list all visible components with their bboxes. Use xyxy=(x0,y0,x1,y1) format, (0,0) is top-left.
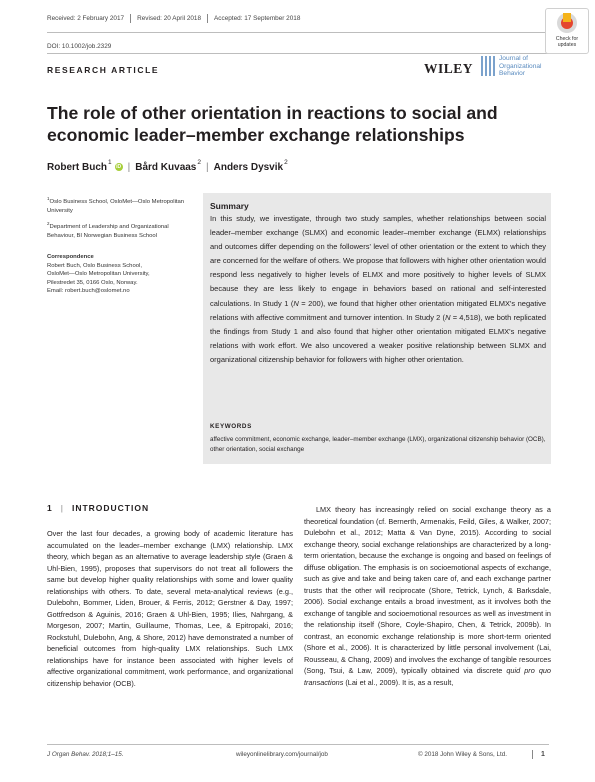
journal-logo-icon xyxy=(474,52,502,80)
email-link[interactable]: Email: robert.buch@oslomet.no xyxy=(47,288,130,295)
crossmark-label: Check for updates xyxy=(555,36,579,48)
author-list: Robert Buch $^1$ iD | Bård Kuvaas $^2$ | Anders Dysvik $^2$ xyxy=(47,159,288,173)
crossmark-badge[interactable] xyxy=(545,8,589,54)
footer-rule xyxy=(47,744,549,745)
journal-url[interactable]: wileyonlinelibrary.com/journal/job xyxy=(236,751,328,758)
page-number: 1 xyxy=(541,751,545,758)
correspondence-label: Correspondence xyxy=(47,254,94,260)
orcid-icon[interactable]: iD xyxy=(116,164,122,170)
keywords-heading: KEYWORDS xyxy=(210,423,252,430)
article-title: The role of other orientation in reactions to social and economic leader–member exchange relationships xyxy=(47,103,498,145)
doi: DOI: 10.1002/job.2329 xyxy=(47,43,112,50)
publisher-logo: WILEY xyxy=(424,61,474,76)
keywords-text: affective commitment, economic exchange, leader–member exchange (LMX), organizational citizenship behavior (OCB), other orientation, social exchange xyxy=(210,436,546,453)
header-rule xyxy=(47,32,549,33)
revised-date: Revised: 20 April 2018 xyxy=(137,15,202,22)
body-text-left: Over the last four decades, a growing body of academic literature has accumulated on the leader–member exchange (LMX) relationship. LMX theory, which began as an alternative to average leadership style (Graen & Uhl-Bien, 1995), proposes that supervisors do not treat all followers the same but develop higher quality relationships with some and lower quality relationships with others. To date, several meta-analytical reviews (e.g., Dulebohn, Bommer, Liden, Brouer, & Ferris, 2012; Gerstner & Day, 1997; Gottfredson & Aguinis, 2016; Graen & Uhl-Bien, 1995; Ilies, Nahrgang, & Morgeson, 2007; Martin, Guillaume, Thomas, Lee, & Epitropaki, 2016; Rockstuhl, Dulebohn, Ang, & Shore, 2012) have demonstrated a number of beneficial outcomes from high-quality LMX relationships. Such LMX relationships have for instance been associated with higher levels of affective organizational commitment, work performance, and organizational citizenship behavior (OCB). xyxy=(47,529,293,688)
author-name: Anders Dysvik xyxy=(213,162,284,173)
divider xyxy=(207,14,208,23)
section-heading: 1 | INTRODUCTION xyxy=(47,503,150,513)
summary-text: In this study, we investigate, through two study samples, whether relationships between social leader–member exchange (SLMX) and economic leader–member exchange (ELMX) relationships and outcomes differ depending on the followers' level of other orientation or the extent to which they are concerned for the welfare of others. We propose that followers with higher other orientation would respond less negatively to higher levels of ELMX and more positively to higher levels of SLMX because they are less likely to engage in behaviors based on rational and self-interested calculations. In Study 1 (N = 200), we found that higher other orientation mitigated ELMX's negative relations with affective commitment and turnover intention. In Study 2 (N = 4,518), we both replicated the findings from Study 1 and also found that higher other orientation mitigated ELMX's negative relations with work effort. We also uncovered a weaker positive relationship between SLMX and organizational citizenship behavior for followers with higher other orientation. xyxy=(210,214,546,364)
divider xyxy=(130,14,131,23)
crossmark-icon xyxy=(557,13,577,33)
accepted-date: Accepted: 17 September 2018 xyxy=(214,15,301,22)
summary-heading: Summary xyxy=(210,201,249,211)
correspondence: Correspondence Robert Buch, Oslo Business School, OsloMet—Oslo Metropolitan University, Pilestredet 35, 0166 Oslo, Norway. Email: robert.buch@oslomet.no xyxy=(47,253,197,296)
body-text-right: LMX theory has increasingly relied on social exchange theory as a theoretical foundation (cf. Bernerth, Armenakis, Feild, Giles, & Walker, 2007; Dulebohn et al., 2012; Matta & Van Dyne, 2015). According to social exchange theory, social exchange relationships are characterized by a long-term orientation, because the exchange is ongoing and based on feelings of diffuse obligation. The emphasis is on socioemotional aspects of exchange, such as give and take and being taken care of, and each exchange partner trusts that the other will reciprocate (Shore, Tetrick, Lynch, & Barksdale, 2006). Social exchange entails a broad investment, as it involves both the exchange of tangible and socioemotional resources as well as investment in the relationship itself (Shore, Coyle-Shapiro, Chen, & Tetrick, 2009b). In contrast, an economic exchange relationship is more short-term oriented (Shore et al., 2006). It is characterized by little personal involvement (Lai, Rousseau, & Chang, 2009) and involves the exchange of tangible resources (Song, Tsui, & Law, 2009), typically obtained via discrete quid pro quo transactions (Lai et al., 2009). It is, as a result, xyxy=(304,505,551,687)
journal-name: Journal of Organizational Behavior xyxy=(499,55,542,78)
divider xyxy=(532,750,533,759)
author-name: Bård Kuvaas xyxy=(135,162,197,173)
article-type: RESEARCH ARTICLE xyxy=(47,65,160,75)
received-date: Received: 2 February 2017 xyxy=(47,15,125,22)
author-name: Robert Buch xyxy=(47,162,107,173)
affiliation-1: $^1$Oslo Business School, OsloMet—Oslo Metropolitan University xyxy=(47,196,185,214)
affiliation-2: $^2$Department of Leadership and Organizational Behaviour, BI Norwegian Business School xyxy=(47,221,169,239)
journal-citation: J Organ Behav. 2018;1–15. xyxy=(47,751,124,758)
copyright: © 2018 John Wiley & Sons, Ltd. xyxy=(418,751,507,758)
history-dates xyxy=(47,14,300,23)
